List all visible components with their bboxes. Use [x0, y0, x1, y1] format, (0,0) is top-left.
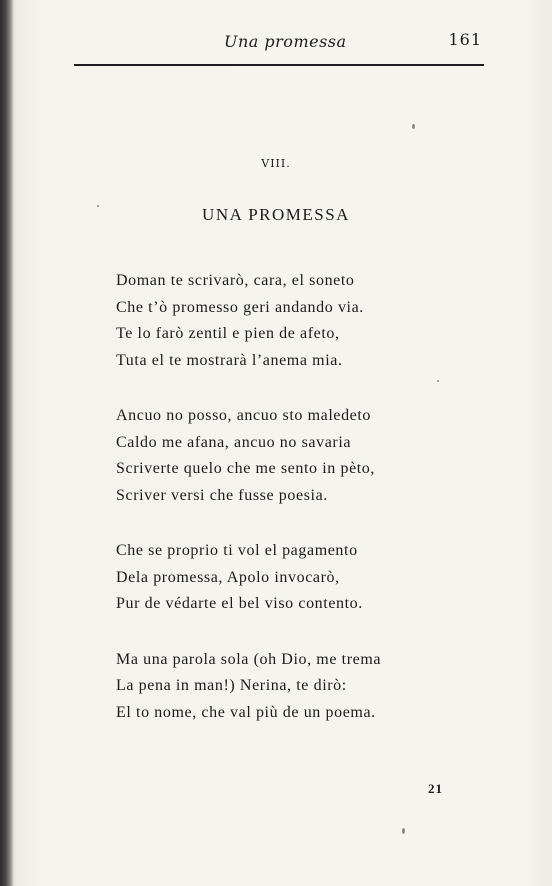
verse-line: Scriverte quelo che me sento in pèto,	[116, 460, 376, 477]
verse-line: Ancuo no posso, ancuo sto maledeto	[116, 407, 372, 424]
verse-line: Tuta el te mostrarà l’anema mia.	[116, 351, 343, 369]
section-number: VIII.	[261, 157, 291, 170]
paper-speck	[402, 828, 405, 834]
paper-speck	[97, 205, 99, 207]
verse-line: Doman te scrivarò, cara, el soneto	[116, 272, 355, 289]
stanza	[116, 538, 456, 618]
verse-line: Pur de védarte el bel viso contento.	[116, 595, 363, 612]
header-rule	[74, 64, 484, 66]
stanza	[116, 268, 456, 374]
page-number: 161	[448, 30, 482, 49]
paper-speck	[437, 380, 439, 382]
verse-line: Dela promessa, Apolo invocarò,	[116, 568, 340, 586]
paper-speck	[412, 124, 415, 129]
poem-body	[116, 268, 456, 755]
verse-line: Ma una parola sola (oh Dio, me trema	[116, 650, 382, 668]
verse-line: El to nome, che val più de un poema.	[116, 703, 376, 721]
verse-line: Te lo farò zentil e pien de afeto,	[116, 325, 340, 342]
verse-line: Che se proprio ti vol el pagamento	[116, 542, 358, 559]
poem-title: UNA PROMESSA	[202, 205, 350, 224]
signature-mark: 21	[428, 781, 443, 796]
stanza	[116, 647, 456, 727]
verse-line: Caldo me afana, ancuo no savaria	[116, 433, 352, 451]
running-head-title: Una promessa	[224, 32, 347, 51]
running-head	[74, 30, 482, 56]
verse-line: La pena in man!) Nerina, te dirò:	[116, 677, 347, 694]
verse-line: Che t’ò promesso geri andando via.	[116, 298, 364, 316]
stanza	[116, 403, 456, 509]
verse-line: Scriver versi che fusse poesia.	[116, 486, 328, 504]
book-spine-shadow	[0, 0, 14, 886]
